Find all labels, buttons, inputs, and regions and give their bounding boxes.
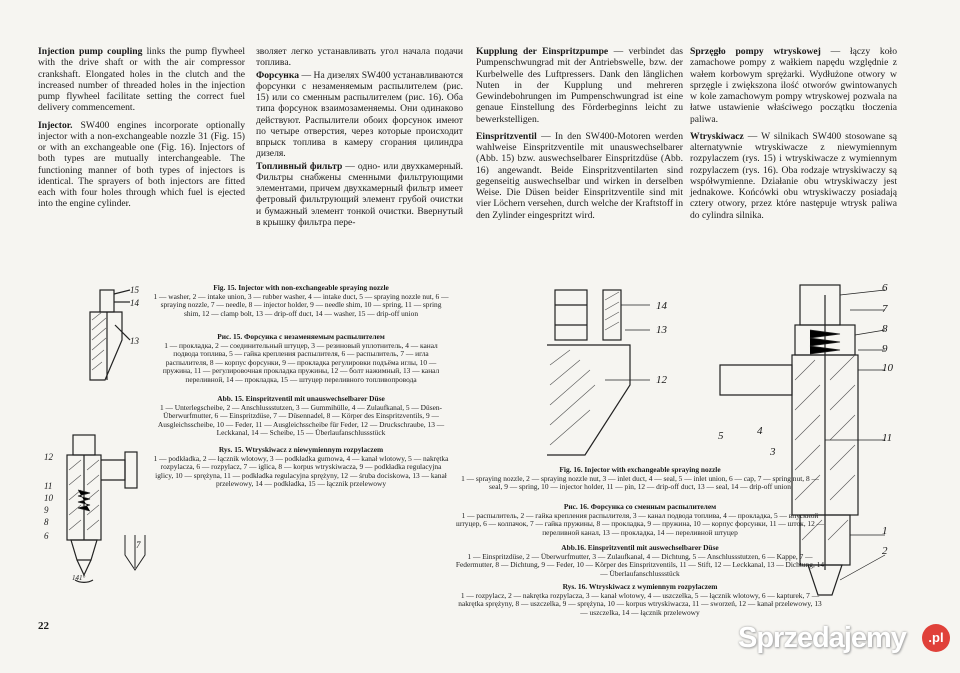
fig16-label: 2 [882,545,888,557]
fig16-label: 9 [882,343,888,355]
column-polish [690,46,897,227]
fig15-caption-ru: Рис. 15. Форсунка с незаменяемым распылителем 1 — прокладка, 2 — соединительный штуцер, 3 — резиновый уплотнитель, 4 — канал подвода топлива, 5 — гайка крепления распылителя, 6 — распылитель, 7 — игла распылителя, 8 — корпус форсунки, 9 — прокладка регулировки подъёма иглы, 10 — пружина, 11 — регулировочная прокладка пружины, 12 — болт нажимный, 13 — канал переливной, 14 — прокладка, 15 — штуцер переливного топливопровода [162,332,440,384]
fig16-label: 8 [882,323,888,335]
fig16-caption-en: Fig. 16. Injector with exchangeable spraying nozzle 1 — spraying nozzle, 2 — spraying nozzle nut, 3 — inlet duct, 4 — seal, 5 — inlet union, 6 — cap, 7 — spring nut, 8 — seal, 9 — spring, 10 — injector holder, 11 — pin, 12 — drip-off duct, 13 — seal, 14 — drip-off union [461,465,819,492]
fig15-label: 9 [44,505,49,515]
fig16-label: 13 [656,324,667,336]
paragraph: Sprzęgło pompy wtryskowej — łączy koło zamachowe pompy z wałkiem napędu względnie z wałem korbowym sprężarki. Wydłużone otwory w sprzęgle i zwiększona ilość otworów gwintowanych w kole zamachowym pompy wtryskowej pozwala na łatwe ustawienie właściwego początku tłoczenia paliwa. [690,46,897,125]
fig15-caption-de: Abb. 15. Einspritzventil mit unauswechselbarer Düse 1 — Unterlegscheibe, 2 — Anschlussstutzen, 3 — Gummihülle, 4 — Zulaufkanal, 5 — Düsen-Überwurfmutter, 6 — Einspritzdüse, 7 — Düsennadel, 8 — Körper des Einspritzventils, 9 — Ausgleichsscheibe, 10 — Feder, 11 — Ausgleichsscheibe für Feder, 12 — Druckschraube, 13 — Leckkanal, 14 — Scheibe, 15 — Überlaufanschlussstück [157,394,445,438]
fig16-caption-de: Abb.16. Einspritzventil mit auswechselbarer Düse 1 — Einspritzdüse, 2 — Überwurfmutter, 3 — Zulaufkanal, 4 — Dichtung, 5 — Anschlussstutzen, 6 — Kappe, 7 — Federmutter, 8 — Dichtung, 9 — Feder, 10 — Körper des Einspritzventils, 11 — Stift, 12 — Leckkanal, 13 — Dichtung, 14 — Überlaufanschlussstück [455,543,825,578]
paragraph: Форсунка — На дизелях SW400 устанавливаются форсунки с незаменяемым распылителем (рис. 15) или со сменным распылителем (рис. 16). Оба типа форсунок взаимозаменяемы. Они одинаково действуют. Распылители обоих форсунок имеют по четыре отверстия, через которые происходит впрыск топлива в камеру сгорания цилиндра дизеля. [256,69,463,160]
fig15-label: 15 [130,285,139,295]
column-english [38,46,245,216]
page-number: 22 [38,620,49,632]
fig16-label: 6 [882,282,888,294]
fig16-label: 11 [882,432,893,444]
fig16-caption-pl: Rys. 16. Wtryskiwacz z wymiennym rozpylaczem 1 — rozpylacz, 2 — nakrętka rozpylacza, 3 — kanał wlotowy, 4 — uszczelka, 5 — łącznik wlotowy, 6 — kapturek, 7 — nakrętka sprężyny, 8 — uszczelka, 9 — sprężyna, 10 — korpus wtryskiwacza, 11 — sworzeń, 12 — kanał przelewowy, 13 — uszczelka, 14 — łącznik przelewowy [458,582,822,617]
paragraph: Injector. SW400 engines incorporate optionally injector with a non-exchangeable nozzle 31 (Fig. 15) or with an exchangeable one (Fig. 16). Injectors of both types are mutually interchangeable. The functioning manner of both types of injectors is identical. The sprayers of both injectors are fitted each with four holes through which fuel is ejected into the engine cylinder. [38,119,245,210]
fig15-caption-en: Fig. 15. Injector with non-exchangeable spraying nozzle 1 — washer, 2 — intake union, 3 — rubber washer, 4 — intake duct, 5 — spraying nozzle nut, 6 — spraying nozzle, 7 — needle, 8 — injector holder, 9 — needle shim, 10 — spring, 11 — spring shim, 12 — clamp bolt, 13 — drip-off duct, 14 — washer, 15 — drip-off union [153,283,449,318]
watermark-badge: .pl [922,624,950,652]
fig15-label: 11 [44,481,53,491]
fig15-label: 13 [130,336,139,346]
fig15-caption-pl: Rys. 15. Wtryskiwacz z niewymiennym rozpylaczem 1 — podkładka, 2 — łącznik wlotowy, 3 — podkładka gumowa, 4 — kanał wlotowy, 5 — nakrętka rozpylacza, 6 — rozpylacz, 7 — iglica, 8 — korpus wtryskiwacza, 9 — podkładka regulacyjna iglicy, 10 — sprężyna, 11 — podkładka regulacyjna sprężyny, 12 — śruba dociskowa, 13 — kanał przelewowy, 14 — podkładka, 15 — łącznik przelewowy [153,445,449,489]
fig16-label: 4 [757,425,763,437]
column-russian [256,46,463,234]
paragraph: Einspritzventil — In den SW400-Motoren werden wahlweise Einspritzventile mit unauswechselbarer (Abb. 15) bzw. auswechselbarer Einspritzdüse (Abb. 16) angewandt. Beide Einspritzventilarten sind gegenseitig auswechselbar und wirken in derselben Weise. Die Düsen beider Einspritzventile sind mit vier Löchern versehen, durch welche der Kraftstoff in den Zylinder eingespritzt wird. [476,130,683,221]
fig16-label: 5 [718,430,724,442]
fig16-label: 10 [882,362,893,374]
fig16-left-drawing [545,285,670,460]
fig16-caption-ru: Рис. 16. Форсунка со сменным распылителем 1 — распылитель, 2 — гайка крепления распылителя, 3 — канал подвода топлива, 4 — прокладка, 5 — впускной штуцер, 6 — колпачок, 7 — гайка пружины, 8 — прокладка, 9 — пружина, 10 — корпус форсунки, 11 — шток, 12 — переливной канал, 13 — прокладка, 14 — переливной штуцер [455,502,825,537]
paragraph: Топливный фильтр — одно- или двухкамерный. Фильтры снабжены сменными фильтрующими элементами, причем двухкамерный фильтр имеет фетровый фильтрующий элемент грубой очистки и бумажный элемент тонкой очистки. Ввернутый в крышку фильтра пере- [256,160,463,228]
column-german [476,46,683,227]
fig16-label: 1 [882,525,888,537]
fig16-label: 14 [656,300,667,312]
fig15-label: 10 [44,493,53,503]
paragraph: Injection pump coupling links the pump flywheel with the drive shaft or with the air compressor crankshaft. Elongated holes in the clutch and the increased number of threaded holes in the injection pump flywheel facilitate setting the correct fuel delivery commencement. [38,46,245,114]
fig16-label: 7 [882,303,888,315]
fig15-angle: 141° [72,574,86,582]
fig15-label: 7 [136,540,141,550]
fig16-label: 3 [770,446,776,458]
paragraph: Wtryskiwacz — W silnikach SW400 stosowane są alternatywnie wtryskiwacze z niewymiennym rozpylaczem (rys. 15) i wtryskiwacze z wymiennym rozpylaczem (rys. 16). Oba rodzaje wtryskiwaczy są współwymienne. Działanie obu wtryskiwaczy jest jednakowe. Końcówki obu wtryskiwaczy posiadają cztery otwory, przez które następuje wtrysk paliwa do cylindra silnika. [690,130,897,221]
fig15-label: 8 [44,517,49,527]
fig15-label: 6 [44,531,49,541]
fig15-nozzle-detail [110,530,160,580]
fig15-label: 12 [44,452,53,462]
fig15-label: 14 [130,298,139,308]
watermark-logo: Sprzedajemy [738,622,906,654]
fig15-upper-drawing [60,280,150,390]
fig16-label: 12 [656,374,667,386]
paragraph: Kupplung der Einspritzpumpe — verbindet das Pumpenschwungrad mit der Antriebswelle, bzw. der Kurbelwelle des Luftpressers. Dank den länglichen Nuten in der Kupplung und mehreren Gewindebohrungen im Pumpenschwungrad ist eine genaue Einstellung des Förderbeginns leicht zu bewerkstelligen. [476,46,683,125]
paragraph: зволяет легко устанавливать угол начала подачи топлива. [256,46,463,69]
